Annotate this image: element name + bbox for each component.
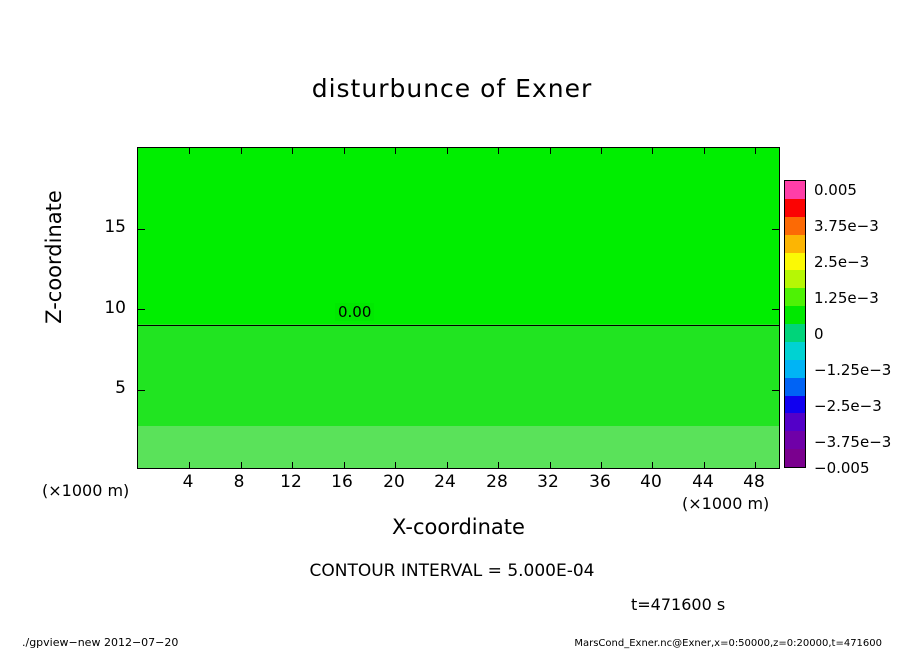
x-tick-top — [447, 148, 448, 154]
y-axis-label: Z-coordinate — [42, 190, 66, 324]
colorbar-cell — [785, 396, 805, 414]
x-tick-top — [344, 148, 345, 154]
colorbar-cell — [785, 449, 805, 467]
x-tick-top — [550, 148, 551, 154]
colorbar-cell — [785, 235, 805, 253]
y-tick-right — [772, 390, 779, 391]
x-tick-label: 4 — [182, 472, 194, 492]
footer-left-note: ./gpview−new 2012−07−20 — [22, 636, 179, 649]
x-tick-label: 12 — [280, 472, 302, 492]
x-axis-unit: (×1000 m) — [682, 494, 770, 513]
contour-interval-note: CONTOUR INTERVAL = 5.000E-04 — [309, 561, 595, 581]
x-tick-label: 44 — [692, 472, 714, 492]
x-tick-top — [395, 148, 396, 154]
colorbar-label: 0.005 — [814, 181, 857, 199]
x-tick — [447, 462, 448, 468]
colorbar-cell — [785, 306, 805, 324]
x-tick-label: 36 — [589, 472, 611, 492]
y-axis-unit: (×1000 m) — [42, 481, 130, 500]
x-tick-label: 48 — [743, 472, 765, 492]
chart-title: disturbunce of Exner — [311, 74, 593, 103]
x-tick — [241, 462, 242, 468]
colorbar-cell — [785, 342, 805, 360]
colorbar-cell — [785, 378, 805, 396]
colorbar-cell — [785, 270, 805, 288]
x-tick — [498, 462, 499, 468]
field-band-lowest — [138, 426, 779, 468]
x-tick — [344, 462, 345, 468]
time-label: t=471600 s — [631, 595, 726, 614]
y-tick-label: 10 — [104, 298, 126, 318]
footer-right-note: MarsCond_Exner.nc@Exner,x=0:50000,z=0:20000,t=471600 — [574, 638, 882, 649]
colorbar-cell — [785, 199, 805, 217]
zero-contour-line — [138, 325, 779, 326]
colorbar-cell — [785, 288, 805, 306]
x-tick — [189, 462, 190, 468]
plot-area — [137, 147, 780, 469]
colorbar-label: 3.75e−3 — [814, 217, 879, 235]
x-tick-label: 28 — [486, 472, 508, 492]
x-tick — [601, 462, 602, 468]
y-tick-label: 15 — [104, 217, 126, 237]
x-tick-label: 24 — [434, 472, 456, 492]
x-tick-top — [292, 148, 293, 154]
colorbar-label: −1.25e−3 — [814, 361, 892, 379]
colorbar — [784, 180, 806, 468]
x-tick — [755, 462, 756, 468]
y-tick — [138, 390, 145, 391]
colorbar-cell — [785, 324, 805, 342]
field-band-mid — [138, 324, 779, 426]
x-tick — [550, 462, 551, 468]
x-tick-label: 40 — [640, 472, 662, 492]
x-tick-top — [704, 148, 705, 154]
x-tick — [292, 462, 293, 468]
colorbar-cell — [785, 360, 805, 378]
x-tick-label: 32 — [537, 472, 559, 492]
x-tick-top — [498, 148, 499, 154]
x-tick-top — [241, 148, 242, 154]
colorbar-label: −2.5e−3 — [814, 397, 882, 415]
x-tick — [652, 462, 653, 468]
x-tick-top — [755, 148, 756, 154]
y-tick-right — [772, 229, 779, 230]
colorbar-label: −3.75e−3 — [814, 433, 892, 451]
field-band-upper — [138, 148, 779, 324]
y-tick — [138, 229, 145, 230]
colorbar-label: 2.5e−3 — [814, 253, 870, 271]
x-tick — [395, 462, 396, 468]
colorbar-cell — [785, 253, 805, 271]
colorbar-cell — [785, 181, 805, 199]
x-tick-label: 8 — [233, 472, 245, 492]
colorbar-cell — [785, 413, 805, 431]
colorbar-label: −0.005 — [814, 459, 870, 477]
x-tick-label: 20 — [383, 472, 405, 492]
y-tick-label: 5 — [115, 378, 126, 398]
colorbar-cell — [785, 431, 805, 449]
colorbar-label: 0 — [814, 325, 824, 343]
colorbar-label: 1.25e−3 — [814, 289, 879, 307]
x-tick-label: 16 — [331, 472, 353, 492]
x-axis-label: X-coordinate — [392, 515, 525, 539]
colorbar-cell — [785, 217, 805, 235]
y-tick-right — [772, 309, 779, 310]
x-tick-top — [601, 148, 602, 154]
x-tick — [704, 462, 705, 468]
x-tick-top — [189, 148, 190, 154]
y-tick — [138, 309, 145, 310]
contour-line-label: 0.00 — [335, 303, 374, 321]
x-tick-top — [652, 148, 653, 154]
